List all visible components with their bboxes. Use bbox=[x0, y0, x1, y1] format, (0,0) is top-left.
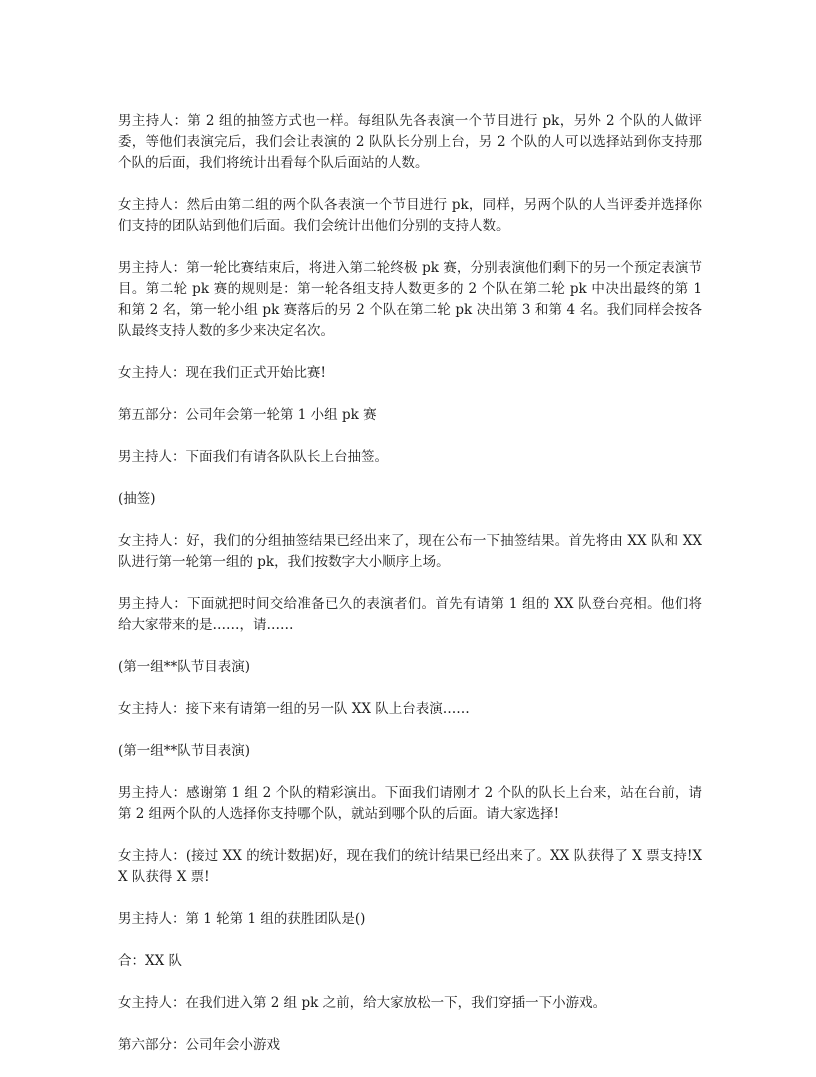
paragraph-female-host-start: 女主持人：现在我们正式开始比赛! bbox=[118, 365, 326, 381]
paragraph-male-host-draw-call: 男主持人：下面我们有请各队队长上台抽签。 bbox=[118, 449, 388, 465]
paragraph-female-host-game-intro: 女主持人：在我们进入第 2 组 pk 之前，给大家放松一下，我们穿插一下小游戏。 bbox=[118, 995, 607, 1011]
paragraph-female-host-second-team: 女主持人：接下来有请第一组的另一队 XX 队上台表演…… bbox=[118, 701, 470, 717]
paragraph-male-host-round2-rules: 男主持人：第一轮比赛结束后，将进入第二轮终极 pk 赛，分别表演他们剩下的另一个预定表演节目。第二轮 pk 赛的规则是：第一轮各组支持人数更多的 2 个队在第二轮 pk 中决出最终的第 1 和第 2 名，第一轮小组 pk 赛落后的另 2 个队在第二轮 pk 决出第 3 和第 4 名。我们同样会按各队最终支持人数的多少来决定名次。 bbox=[118, 260, 702, 339]
section-heading-part5: 第五部分：公司年会第一轮第 1 小组 pk 赛 bbox=[118, 407, 377, 423]
stage-direction-draw: (抽签) bbox=[118, 491, 156, 507]
paragraph-male-host-group2-draw: 男主持人：第 2 组的抽签方式也一样。每组队先各表演一个节目进行 pk，另外 2 个队的人做评委，等他们表演完后，我们会让表演的 2 队队长分别上台，另 2 个队的人可以选择站到你支持那个队的后面，我们将统计出看每个队后面站的人数。 bbox=[118, 113, 702, 171]
paragraph-male-host-winner: 男主持人：第 1 轮第 1 组的获胜团队是() bbox=[118, 911, 366, 927]
paragraph-female-host-results: 女主持人：(接过 XX 的统计数据)好，现在我们的统计结果已经出来了。XX 队获得了 X 票支持!XX 队获得 X 票! bbox=[118, 848, 702, 885]
section-heading-part6: 第六部分：公司年会小游戏 bbox=[118, 1037, 280, 1053]
paragraph-male-host-voting: 男主持人：感谢第 1 组 2 个队的精彩演出。下面我们请刚才 2 个队的队长上台来，站在台前，请第 2 组两个队的人选择你支持哪个队，就站到哪个队的后面。请大家选择! bbox=[118, 785, 702, 822]
document-page bbox=[118, 111, 702, 1077]
paragraph-female-host-group2-pk: 女主持人：然后由第二组的两个队各表演一个节目进行 pk，同样，另两个队的人当评委并选择你们支持的团队站到他们后面。我们会统计出他们分别的支持人数。 bbox=[118, 197, 702, 234]
paragraph-male-host-first-team: 男主持人：下面就把时间交给准备已久的表演者们。首先有请第 1 组的 XX 队登台亮相。他们将给大家带来的是……，请…… bbox=[118, 596, 702, 633]
stage-direction-performance-2: (第一组**队节目表演) bbox=[118, 743, 251, 759]
paragraph-together-answer: 合：XX 队 bbox=[118, 953, 183, 969]
paragraph-female-host-draw-result: 女主持人：好，我们的分组抽签结果已经出来了，现在公布一下抽签结果。首先将由 XX 队和 XX 队进行第一轮第一组的 pk，我们按数字大小顺序上场。 bbox=[118, 533, 702, 570]
stage-direction-performance-1: (第一组**队节目表演) bbox=[118, 659, 251, 675]
